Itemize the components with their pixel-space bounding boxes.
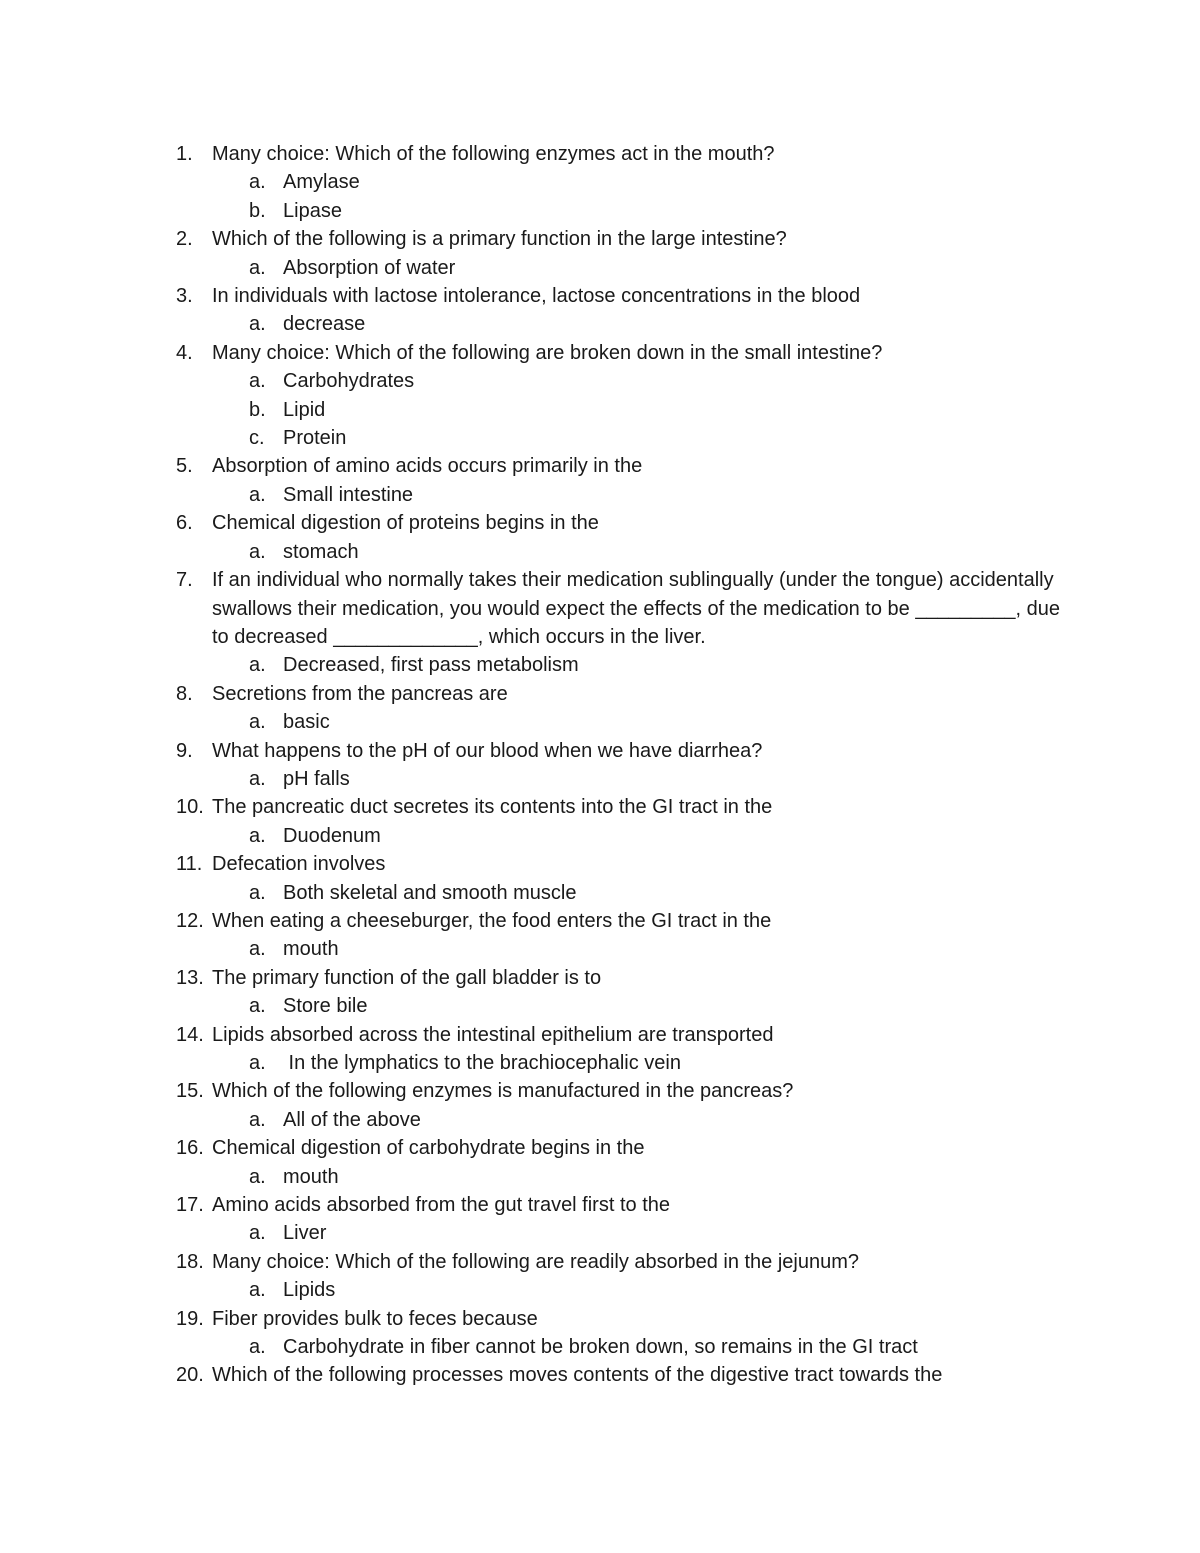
answer-text: Absorption of water (283, 256, 456, 279)
answer-item (212, 651, 1066, 679)
question-item (176, 1077, 1066, 1134)
question-number: 2. (176, 228, 193, 251)
question-item (176, 1305, 1066, 1362)
answer-list (212, 367, 1066, 452)
answer-letter: a. (249, 1165, 266, 1188)
question-number: 14. (176, 1023, 204, 1046)
answer-letter: a. (249, 1052, 266, 1074)
answer-list (212, 168, 1066, 225)
answer-text: All of the above (283, 1108, 421, 1131)
answer-list (212, 822, 1066, 850)
answer-letter: a. (249, 483, 266, 506)
answer-item (212, 197, 1066, 225)
answer-list (212, 310, 1066, 338)
answer-letter: b. (249, 398, 266, 421)
question-number: 8. (176, 682, 193, 705)
answer-list (212, 1163, 1066, 1191)
answer-list (212, 481, 1066, 509)
answer-item (212, 708, 1066, 736)
question-number: 16. (176, 1137, 204, 1160)
question-text: If an individual who normally takes their medication sublingually (under the tongue) accidentally swallows their medication, you would expect the effects of the medication to be _________, due to decreased _____________, which occurs in the liver. (212, 569, 1060, 648)
answer-text: Duodenum (283, 824, 381, 847)
question-number: 17. (176, 1194, 204, 1217)
answer-list (212, 1276, 1066, 1304)
question-number: 9. (176, 739, 193, 762)
answer-item (212, 879, 1066, 907)
answer-list (212, 254, 1066, 282)
question-number: 20. (176, 1364, 204, 1387)
answer-text: Lipid (283, 398, 326, 421)
answer-list (212, 765, 1066, 793)
answer-item (212, 765, 1066, 793)
answer-text: Lipase (283, 199, 342, 222)
question-text: What happens to the pH of our blood when we have diarrhea? (212, 739, 763, 762)
question-item (176, 282, 1066, 339)
answer-text: decrease (283, 313, 366, 336)
answer-letter: a. (249, 1108, 266, 1131)
answer-item (212, 424, 1066, 452)
question-number: 7. (176, 569, 193, 592)
question-text: In individuals with lactose intolerance, lactose concentrations in the blood (212, 285, 861, 308)
question-number: 19. (176, 1307, 204, 1330)
question-item (176, 850, 1066, 907)
answer-item (212, 992, 1066, 1020)
answer-text: In the lymphatics to the brachiocephalic vein (283, 1052, 681, 1074)
question-item (176, 339, 1066, 453)
answer-item (212, 1163, 1066, 1191)
answer-text: Store bile (283, 995, 368, 1018)
answer-letter: a. (249, 370, 266, 393)
answer-text: Liver (283, 1222, 327, 1245)
answer-text: Protein (283, 427, 347, 450)
question-number: 11. (176, 853, 203, 876)
question-item (176, 793, 1066, 850)
answer-text: Lipids (283, 1279, 336, 1302)
answer-letter: a. (249, 654, 266, 677)
answer-list (212, 935, 1066, 963)
answer-text: Amylase (283, 171, 360, 194)
answer-letter: a. (249, 995, 266, 1018)
answer-item (212, 396, 1066, 424)
question-text: When eating a cheeseburger, the food enters the GI tract in the (212, 909, 772, 932)
question-text: Which of the following is a primary function in the large intestine? (212, 228, 787, 251)
answer-letter: a. (249, 767, 266, 790)
question-number: 12. (176, 909, 204, 932)
answer-item (212, 367, 1066, 395)
answer-list (212, 1219, 1066, 1247)
answer-item (212, 310, 1066, 338)
question-item (176, 907, 1066, 964)
question-number: 13. (176, 966, 204, 989)
answer-letter: a. (249, 881, 266, 904)
question-item (176, 1021, 1066, 1078)
question-number: 3. (176, 285, 193, 308)
answer-list (212, 879, 1066, 907)
question-item (176, 737, 1066, 794)
answer-text: pH falls (283, 767, 350, 790)
question-number: 10. (176, 796, 204, 819)
answer-letter: c. (249, 427, 265, 450)
answer-text: stomach (283, 540, 359, 563)
answer-item (212, 1106, 1066, 1134)
question-text: Chemical digestion of carbohydrate begins in the (212, 1137, 645, 1160)
answer-letter: a. (249, 540, 266, 563)
answer-list (212, 1049, 1066, 1077)
answer-letter: a. (249, 171, 266, 194)
answer-item (212, 1219, 1066, 1247)
question-text: The pancreatic duct secretes its contents into the GI tract in the (212, 796, 773, 819)
answer-text: Small intestine (283, 483, 414, 506)
answer-letter: a. (249, 1336, 266, 1359)
answer-text: Decreased, first pass metabolism (283, 654, 579, 677)
answer-text: Carbohydrates (283, 370, 415, 393)
question-text: Lipids absorbed across the intestinal epithelium are transported (212, 1023, 774, 1046)
question-item (176, 1191, 1066, 1248)
question-item (176, 964, 1066, 1021)
answer-item (212, 168, 1066, 196)
question-item (176, 566, 1066, 680)
answer-text: basic (283, 711, 330, 734)
question-number: 15. (176, 1080, 204, 1103)
answer-list (212, 651, 1066, 679)
question-number: 1. (176, 143, 193, 165)
answer-letter: a. (249, 313, 266, 336)
answer-text: Both skeletal and smooth muscle (283, 881, 577, 904)
answer-letter: a. (249, 256, 266, 279)
answer-list (212, 1333, 1066, 1361)
question-number: 6. (176, 512, 193, 535)
answer-item (212, 1333, 1066, 1361)
question-item (176, 509, 1066, 566)
question-item (176, 225, 1066, 282)
question-text: Defecation involves (212, 853, 386, 876)
answer-item (212, 1049, 1066, 1077)
answer-item (212, 481, 1066, 509)
question-text: Chemical digestion of proteins begins in the (212, 512, 599, 535)
question-item (176, 1134, 1066, 1191)
answer-letter: b. (249, 199, 266, 222)
question-item (176, 1248, 1066, 1305)
answer-letter: a. (249, 711, 266, 734)
answer-item (212, 1276, 1066, 1304)
question-item (176, 1361, 1066, 1389)
question-number: 4. (176, 341, 193, 364)
question-text: Many choice: Which of the following are broken down in the small intestine? (212, 341, 883, 364)
answer-item (212, 254, 1066, 282)
question-number: 18. (176, 1250, 204, 1273)
answer-item (212, 935, 1066, 963)
question-item (176, 140, 1066, 225)
question-text: Which of the following enzymes is manufactured in the pancreas? (212, 1080, 794, 1103)
question-text: Which of the following processes moves contents of the digestive tract towards the (212, 1364, 943, 1387)
answer-item (212, 538, 1066, 566)
question-text: Amino acids absorbed from the gut travel first to the (212, 1194, 670, 1217)
question-text: Absorption of amino acids occurs primarily in the (212, 455, 643, 478)
answer-letter: a. (249, 1279, 266, 1302)
question-item (176, 680, 1066, 737)
answer-letter: a. (249, 824, 266, 847)
question-text: The primary function of the gall bladder is to (212, 966, 602, 989)
answer-letter: a. (249, 1222, 266, 1245)
question-text: Secretions from the pancreas are (212, 682, 508, 705)
question-item (176, 452, 1066, 509)
question-text: Fiber provides bulk to feces because (212, 1307, 538, 1330)
question-list (176, 140, 1066, 1390)
answer-letter: a. (249, 938, 266, 961)
question-number: 5. (176, 455, 193, 478)
answer-list (212, 992, 1066, 1020)
answer-list (212, 1106, 1066, 1134)
answer-list (212, 538, 1066, 566)
answer-list (212, 708, 1066, 736)
answer-text: mouth (283, 938, 339, 961)
question-text: Many choice: Which of the following are readily absorbed in the jejunum? (212, 1250, 860, 1273)
answer-text: mouth (283, 1165, 339, 1188)
question-text: Many choice: Which of the following enzymes act in the mouth? (212, 143, 775, 165)
answer-text: Carbohydrate in fiber cannot be broken down, so remains in the GI tract (283, 1336, 918, 1359)
answer-item (212, 822, 1066, 850)
